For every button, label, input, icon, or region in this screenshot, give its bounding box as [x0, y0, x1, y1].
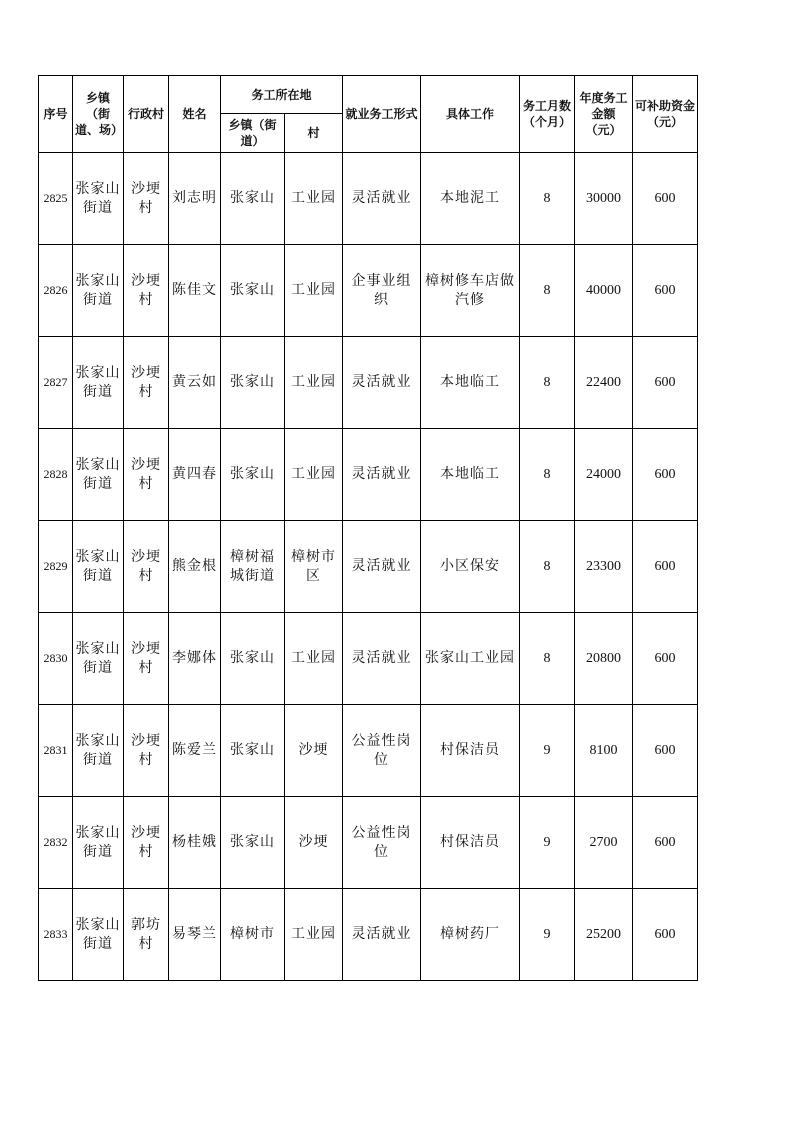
name-cell: 刘志明 [169, 153, 221, 245]
table-row [39, 613, 698, 705]
subsidy-cell: 600 [633, 705, 698, 797]
village-cell: 沙埂村 [124, 153, 169, 245]
work-town-cell: 张家山 [221, 429, 285, 521]
income-cell: 40000 [575, 245, 633, 337]
work-town-cell: 张家山 [221, 245, 285, 337]
work-town-cell: 樟树福城街道 [221, 521, 285, 613]
town-cell: 张家山街道 [73, 889, 124, 981]
town-cell: 张家山街道 [73, 429, 124, 521]
table-row [39, 521, 698, 613]
town-cell: 张家山街道 [73, 337, 124, 429]
village-cell: 郭坊村 [124, 889, 169, 981]
months-cell: 9 [520, 889, 575, 981]
work-town-cell: 张家山 [221, 705, 285, 797]
seq-cell: 2828 [39, 429, 73, 521]
work-village-cell: 工业园 [285, 613, 343, 705]
header-row [39, 76, 698, 114]
town-cell: 张家山街道 [73, 797, 124, 889]
seq-cell: 2826 [39, 245, 73, 337]
job-cell: 张家山工业园 [421, 613, 520, 705]
work-town-cell: 张家山 [221, 797, 285, 889]
job-cell: 樟树药厂 [421, 889, 520, 981]
table-body [39, 153, 698, 981]
income-cell: 23300 [575, 521, 633, 613]
months-cell: 8 [520, 153, 575, 245]
work-town-cell: 樟树市 [221, 889, 285, 981]
months-cell: 8 [520, 337, 575, 429]
job-cell: 村保洁员 [421, 705, 520, 797]
subsidy-cell: 600 [633, 613, 698, 705]
income-cell: 22400 [575, 337, 633, 429]
name-cell: 黄云如 [169, 337, 221, 429]
job-cell: 村保洁员 [421, 797, 520, 889]
work-town-cell: 张家山 [221, 613, 285, 705]
header-employment-form: 就业务工形式 [343, 76, 421, 153]
village-cell: 沙埂村 [124, 613, 169, 705]
months-cell: 8 [520, 521, 575, 613]
table-row [39, 337, 698, 429]
income-cell: 25200 [575, 889, 633, 981]
town-cell: 张家山街道 [73, 153, 124, 245]
seq-cell: 2830 [39, 613, 73, 705]
name-cell: 陈佳文 [169, 245, 221, 337]
job-cell: 小区保安 [421, 521, 520, 613]
seq-cell: 2832 [39, 797, 73, 889]
income-cell: 8100 [575, 705, 633, 797]
seq-cell: 2825 [39, 153, 73, 245]
town-cell: 张家山街道 [73, 705, 124, 797]
village-cell: 沙埂村 [124, 245, 169, 337]
work-town-cell: 张家山 [221, 153, 285, 245]
table-row [39, 153, 698, 245]
employment-form-cell: 公益性岗位 [343, 797, 421, 889]
work-village-cell: 工业园 [285, 337, 343, 429]
income-cell: 2700 [575, 797, 633, 889]
header-seq: 序号 [39, 76, 73, 153]
village-cell: 沙埂村 [124, 521, 169, 613]
income-cell: 24000 [575, 429, 633, 521]
village-cell: 沙埂村 [124, 797, 169, 889]
header-village: 行政村 [124, 76, 169, 153]
subsidy-cell: 600 [633, 797, 698, 889]
name-cell: 陈爱兰 [169, 705, 221, 797]
employment-subsidy-table [38, 75, 698, 981]
table-row [39, 797, 698, 889]
subsidy-cell: 600 [633, 521, 698, 613]
header-town: 乡镇（街道、场） [73, 76, 124, 153]
header-subsidy: 可补助资金（元） [633, 76, 698, 153]
header-work-location: 务工所在地 [221, 76, 343, 114]
employment-form-cell: 企事业组织 [343, 245, 421, 337]
job-cell: 本地临工 [421, 337, 520, 429]
months-cell: 9 [520, 797, 575, 889]
header-months: 务工月数（个月） [520, 76, 575, 153]
seq-cell: 2833 [39, 889, 73, 981]
name-cell: 李娜体 [169, 613, 221, 705]
subsidy-cell: 600 [633, 245, 698, 337]
work-village-cell: 工业园 [285, 429, 343, 521]
seq-cell: 2831 [39, 705, 73, 797]
table-row [39, 705, 698, 797]
village-cell: 沙埂村 [124, 705, 169, 797]
work-village-cell: 工业园 [285, 153, 343, 245]
job-cell: 本地临工 [421, 429, 520, 521]
employment-form-cell: 公益性岗位 [343, 705, 421, 797]
town-cell: 张家山街道 [73, 245, 124, 337]
table-row [39, 889, 698, 981]
income-cell: 20800 [575, 613, 633, 705]
work-town-cell: 张家山 [221, 337, 285, 429]
employment-form-cell: 灵活就业 [343, 429, 421, 521]
header-work-town: 乡镇（街道） [221, 114, 285, 153]
work-village-cell: 工业园 [285, 245, 343, 337]
subsidy-cell: 600 [633, 337, 698, 429]
table-row [39, 245, 698, 337]
months-cell: 8 [520, 429, 575, 521]
employment-form-cell: 灵活就业 [343, 337, 421, 429]
name-cell: 熊金根 [169, 521, 221, 613]
village-cell: 沙埂村 [124, 429, 169, 521]
table-row [39, 429, 698, 521]
work-village-cell: 沙埂 [285, 797, 343, 889]
employment-form-cell: 灵活就业 [343, 613, 421, 705]
name-cell: 易琴兰 [169, 889, 221, 981]
subsidy-cell: 600 [633, 153, 698, 245]
job-cell: 本地泥工 [421, 153, 520, 245]
work-village-cell: 樟树市区 [285, 521, 343, 613]
header-name: 姓名 [169, 76, 221, 153]
town-cell: 张家山街道 [73, 613, 124, 705]
employment-form-cell: 灵活就业 [343, 521, 421, 613]
seq-cell: 2829 [39, 521, 73, 613]
work-village-cell: 沙埂 [285, 705, 343, 797]
name-cell: 杨桂娥 [169, 797, 221, 889]
months-cell: 9 [520, 705, 575, 797]
seq-cell: 2827 [39, 337, 73, 429]
months-cell: 8 [520, 613, 575, 705]
work-village-cell: 工业园 [285, 889, 343, 981]
employment-form-cell: 灵活就业 [343, 889, 421, 981]
income-cell: 30000 [575, 153, 633, 245]
town-cell: 张家山街道 [73, 521, 124, 613]
subsidy-cell: 600 [633, 429, 698, 521]
header-income: 年度务工金额（元） [575, 76, 633, 153]
job-cell: 樟树修车店做汽修 [421, 245, 520, 337]
employment-form-cell: 灵活就业 [343, 153, 421, 245]
months-cell: 8 [520, 245, 575, 337]
name-cell: 黄四春 [169, 429, 221, 521]
village-cell: 沙埂村 [124, 337, 169, 429]
header-job: 具体工作 [421, 76, 520, 153]
subsidy-cell: 600 [633, 889, 698, 981]
header-work-village: 村 [285, 114, 343, 153]
